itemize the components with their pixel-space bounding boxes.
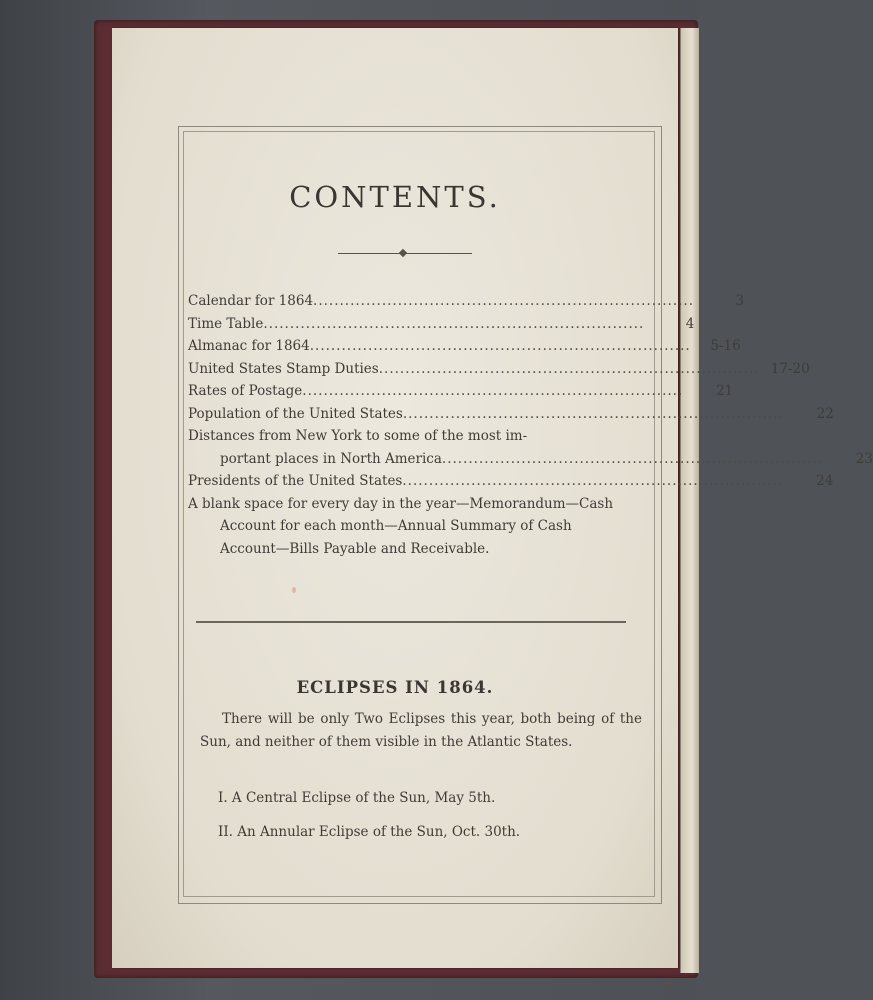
eclipses-heading: ECLIPSES IN 1864.: [296, 678, 494, 697]
eclipse-item: I. A Central Eclipse of the Sun, May 5th.: [218, 790, 496, 806]
book-page: [112, 28, 873, 968]
eclipses-intro: There will be only Two Eclipses this year, both being of the Sun, and neither of them visible in the Atlantic States.: [200, 711, 642, 750]
toc-entry: Rates of Postage........................................................................ 21: [188, 380, 642, 403]
toc-entry-page: 5-16: [710, 338, 741, 354]
toc-entry-title: Time Table: [188, 315, 264, 332]
toc-entry: Calendar for 1864........................................................................ 3: [188, 290, 642, 313]
toc-entry-title: Presidents of the United States: [188, 473, 403, 489]
toc-entry-page: 23: [855, 450, 873, 467]
table-of-contents: [188, 290, 873, 560]
toc-entry-page: 22: [816, 405, 834, 422]
toc-entry: Time Table........................................................................ 4: [188, 313, 642, 336]
toc-entry-page: 3: [735, 293, 745, 309]
toc-entry-title: Distances from New York to some of the most im-: [188, 428, 528, 444]
section-divider: [196, 621, 626, 623]
toc-entry-title: United States Stamp Duties: [188, 360, 379, 377]
toc-entry-page: 17-20: [770, 360, 810, 377]
toc-entry-page: 21: [716, 383, 734, 399]
toc-entry-title: Almanac for 1864: [188, 338, 310, 354]
toc-entry-continuation: portant places in North America........................................................................ 23: [188, 448, 642, 471]
toc-entry-title: Rates of Postage: [188, 383, 303, 399]
contents-heading: CONTENTS.: [289, 180, 501, 214]
toc-entry-page: 4: [685, 315, 695, 332]
toc-entry-page: 24: [816, 473, 834, 489]
toc-entry: Presidents of the United States........................................................................ 24: [188, 470, 642, 493]
toc-entry-title-continued: portant places in North America: [220, 450, 442, 467]
toc-entry: Population of the United States........................................................................ 22: [188, 403, 642, 426]
toc-entry: [188, 425, 642, 448]
toc-entry: United States Stamp Duties........................................................................ 17-20: [188, 358, 642, 381]
toc-entry-title: Population of the United States: [188, 405, 403, 422]
toc-entry: Almanac for 1864........................................................................ 5-16: [188, 335, 642, 358]
toc-blank-space-note: A blank space for every day in the year—Memorandum—Cash Account for each month—Annual Summary of Cash Account—Bills Payable and Receivable.: [188, 495, 614, 557]
eclipse-item: II. An Annular Eclipse of the Sun, Oct. 30th.: [218, 824, 521, 840]
adjacent-page-edge: [680, 28, 699, 973]
toc-entry-title: Calendar for 1864: [188, 293, 314, 309]
paper-stain: [292, 587, 296, 593]
